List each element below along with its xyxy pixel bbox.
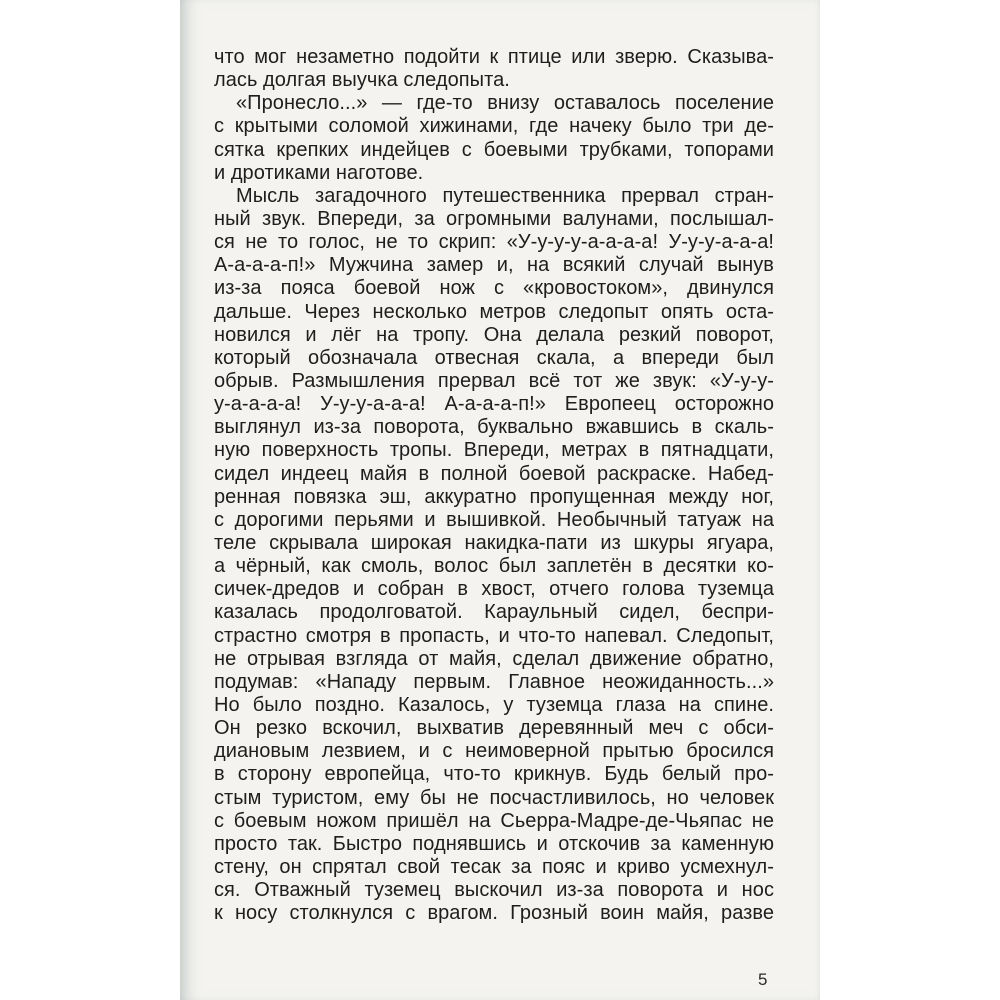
text-line: обрыв. Размышления прервал всё тот же звук: «У-у-у- [214,369,774,392]
text-line: из-за пояса боевой нож с «кровостоком», двинулся [214,277,774,300]
text-line: стым туристом, ему бы не посчастливилось, но человек [214,786,774,809]
text-line: казалась продолговатой. Караульный сидел, беспри- [214,601,774,624]
text-line: Мысль загадочного путешественника прервал стран- [236,184,774,207]
text-line: стену, он спрятал свой тесак за пояс и криво усмехнул- [214,855,774,878]
text-line: ся. Отважный туземец выскочил из-за поворота и нос [214,879,774,902]
text-line: дальше. Через несколько метров следопыт опять оста- [214,300,774,323]
text-line: теле скрывала широкая накидка-пати из шкуры ягуара, [214,531,774,554]
text-line: страстно смотря в пропасть, и что-то напевал. Следопыт, [214,624,774,647]
text-line: А-а-а-а-п!» Мужчина замер и, на всякий случай вынув [214,254,774,277]
text-line: Он резко вскочил, выхватив деревянный меч с обси- [214,717,774,740]
text-line: лась долгая выучка следопыта. [214,69,510,92]
text-line: Но было поздно. Казалось, у туземца глаза на спине. [214,693,774,716]
text-line: к носу столкнулся с врагом. Грозный воин майя, разве [214,902,774,925]
text-line: в сторону европейца, что-то крикнув. Будь белый про- [214,763,774,786]
book-page [180,0,820,1000]
page-number: 5 [758,970,768,989]
text-line: подумав: «Нападу первым. Главное неожиданность...» [214,670,774,693]
text-line: а чёрный, как смоль, волос был заплетён в десятки ко- [214,555,774,578]
text-line: который обозначала отвесная скала, а впереди был [214,346,774,369]
text-line: сятка крепких индейцев с боевыми трубками, топорами [214,138,774,161]
text-line: и дротиками наготове. [214,161,424,184]
body-text [214,46,774,925]
text-line: выглянул из-за поворота, буквально вжавшись в скаль- [214,416,774,439]
text-line: новился и лёг на тропу. Она делала резкий поворот, [214,323,774,346]
text-line: не отрывая взгляда от майя, сделал движение обратно, [214,647,774,670]
text-line: с дорогими перьями и вышивкой. Необычный татуаж на [214,508,774,531]
text-line: что мог незаметно подойти к птице или зверю. Сказыва- [214,46,774,68]
text-line: сичек-дредов и собран в хвост, отчего голова туземца [214,578,774,601]
text-line: ную поверхность тропы. Впереди, метрах в пятнадцати, [214,439,774,462]
text-line: просто так. Быстро поднявшись и отскочив за каменную [214,832,774,855]
text-line: диановым лезвием, и с неимоверной прытью бросился [214,740,774,763]
text-line: «Пронесло...» — где-то внизу оставалось поселение [236,92,774,115]
text-line: сидел индеец майя в полной боевой раскраске. Набед- [214,462,774,485]
text-line: ренная повязка эш, аккуратно пропущенная между ног, [214,485,774,508]
text-line: у-а-а-а-а! У-у-у-а-а-а! А-а-а-а-п!» Европеец осторожно [214,393,774,416]
text-line: с крытыми соломой хижинами, где начеку было три де- [214,115,774,138]
text-line: с боевым ножом пришёл на Сьерра-Мадре-де-Чьяпас не [214,809,774,832]
text-line: ся не то голос, не то скрип: «У-у-у-у-а-а-а-а! У-у-у-а-а-а! [214,231,774,254]
text-line: ный звук. Впереди, за огромными валунами, послышал- [214,207,774,230]
